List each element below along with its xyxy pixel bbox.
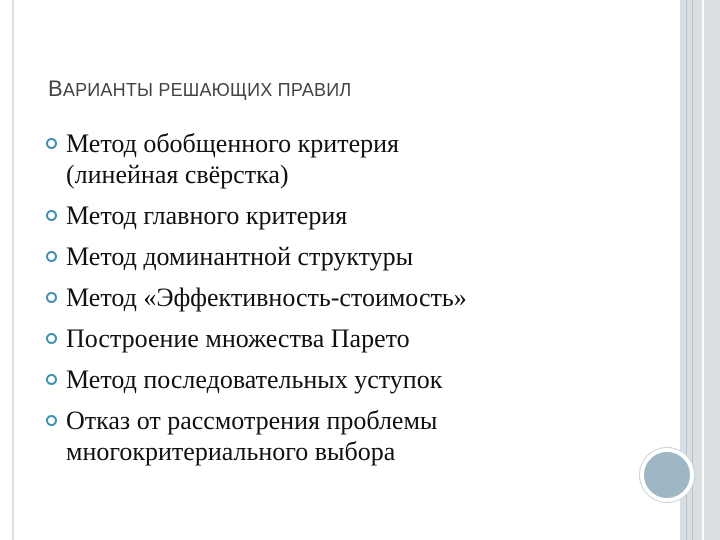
list-item-text: Построение множества Парето xyxy=(66,324,410,353)
list-item xyxy=(44,282,664,313)
circle-bullet-icon xyxy=(46,251,57,262)
circle-bullet-icon xyxy=(46,415,57,426)
list-item-text: Метод обобщенного критерия xyxy=(66,129,399,158)
bullet-list xyxy=(44,128,664,477)
left-frame-line xyxy=(12,0,14,540)
circle-bullet-icon xyxy=(46,138,57,149)
list-item-text: Отказ от рассмотрения проблемы xyxy=(66,406,438,435)
list-item-text: Метод главного критерия xyxy=(66,201,348,230)
band-stripe xyxy=(692,0,693,540)
list-item xyxy=(44,241,664,272)
list-item xyxy=(44,128,664,190)
circle-bullet-icon xyxy=(46,292,57,303)
band-stripe xyxy=(702,0,704,540)
list-item-text-continuation: (линейная свёрстка) xyxy=(66,160,289,189)
circle-bullet-icon xyxy=(46,333,57,344)
list-item xyxy=(44,323,664,354)
slide-title-rest: АРИАНТЫ РЕШАЮЩИХ ПРАВИЛ xyxy=(62,80,352,100)
list-item-text: Метод «Эффективность-стоимость» xyxy=(66,283,467,312)
slide-title-first-letter: В xyxy=(48,76,63,101)
list-item-text: Метод доминантной структуры xyxy=(66,242,414,271)
list-item xyxy=(44,200,664,231)
slide-title xyxy=(48,76,351,102)
circle-bullet-icon xyxy=(46,374,57,385)
list-item xyxy=(44,364,664,395)
decorative-circle xyxy=(640,448,694,502)
list-item-text-continuation: многокритериального выбора xyxy=(66,437,396,466)
circle-bullet-icon xyxy=(46,210,57,221)
list-item xyxy=(44,405,664,467)
list-item-text: Метод последовательных уступок xyxy=(66,365,443,394)
